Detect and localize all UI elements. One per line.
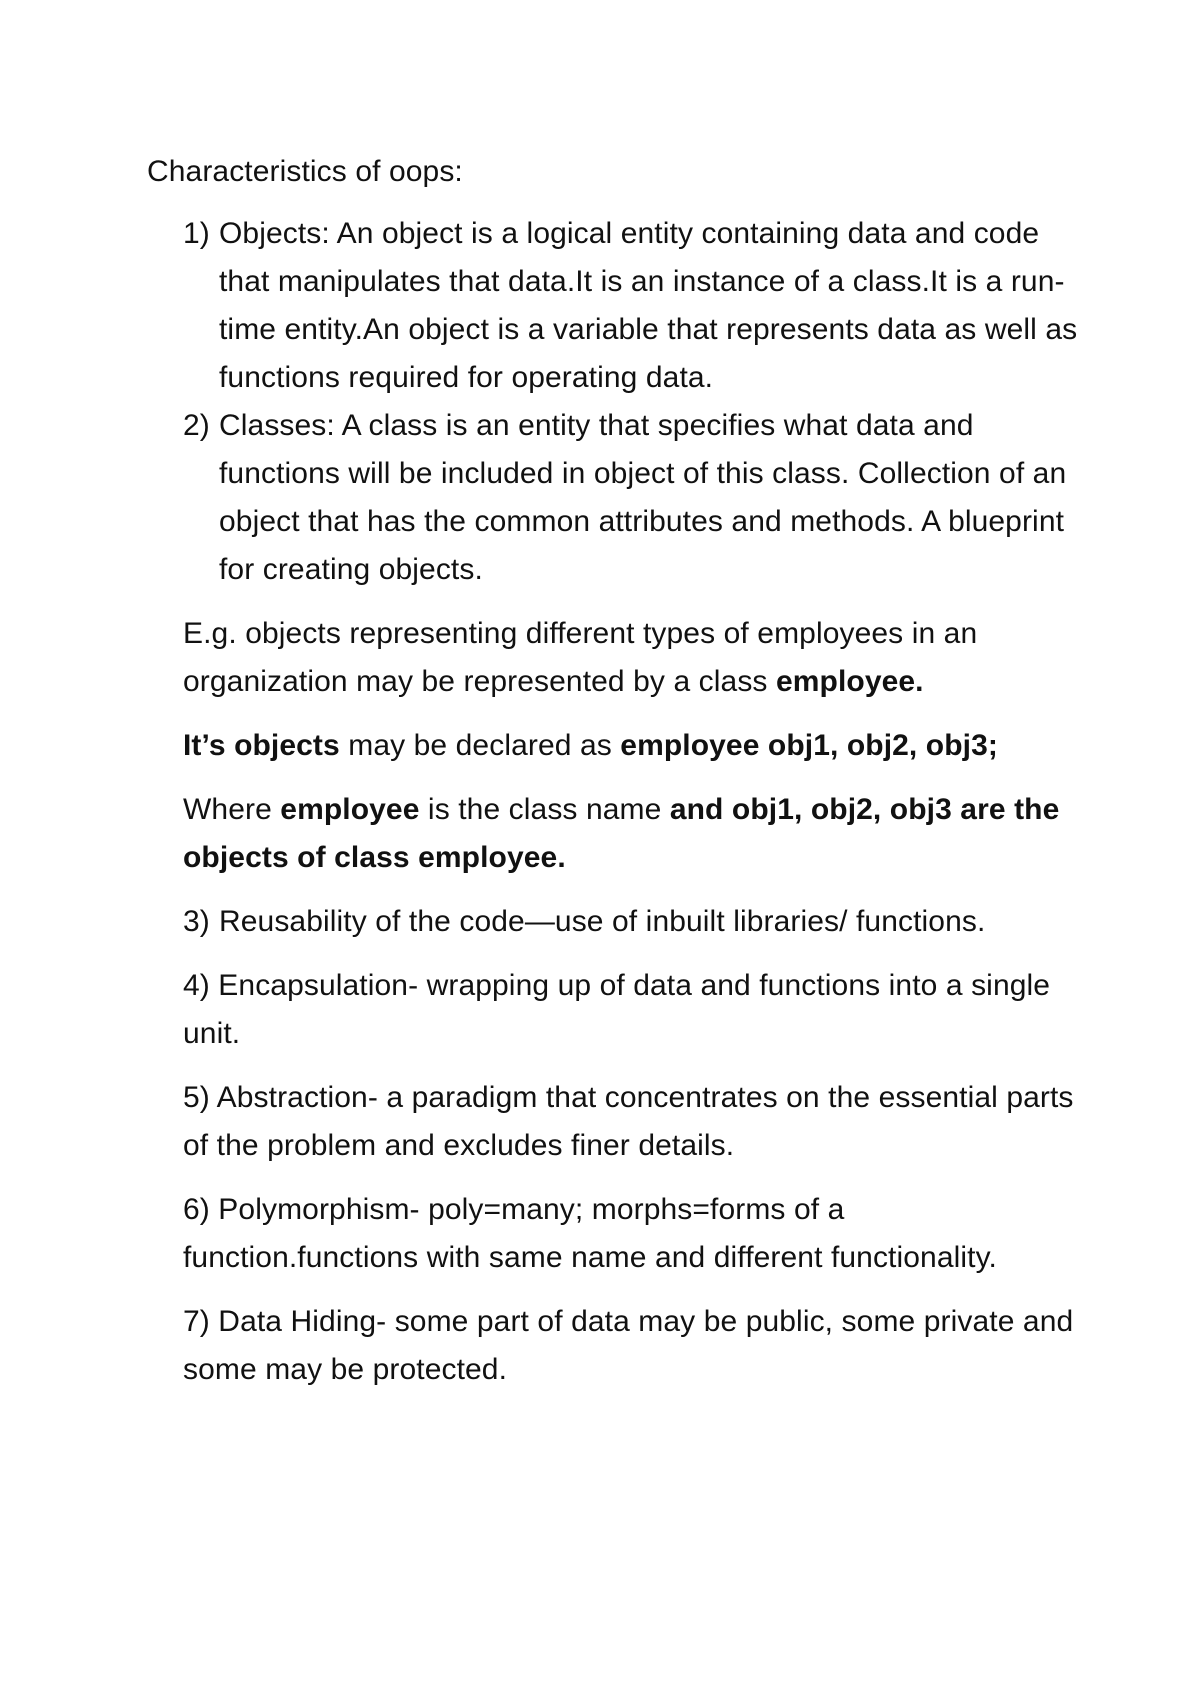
declare-bold-1: It’s objects (183, 729, 340, 762)
list-text: Reusability of the code—use of inbuilt libraries/ functions. (219, 905, 986, 938)
paragraph-polymorphism: 6) Polymorphism- poly=many; morphs=forms of a function.functions with same name and different functionality. (183, 1193, 997, 1274)
where-bold-2: and obj1, obj2, obj3 are the objects of class employee. (183, 793, 1060, 874)
example-bold: employee. (775, 665, 924, 698)
paragraph-abstraction: 5) Abstraction- a paradigm that concentrates on the essential parts of the problem and excludes finer details. (183, 1081, 1074, 1162)
list-text: Objects: An object is a logical entity containing data and code that manipulates that data.It is an instance of a class.It is a run-time entity.An object is a variable that represents data as well as functions required for operating data. (219, 217, 1078, 394)
paragraph-encapsulation: 4) Encapsulation- wrapping up of data and functions into a single unit. (183, 969, 1051, 1050)
document-body (147, 148, 1087, 1394)
example-paragraph (183, 610, 1087, 706)
list-number: 2) (183, 409, 210, 442)
paragraph-data-hiding: 7) Data Hiding- some part of data may be public, some private and some may be protected. (183, 1305, 1074, 1386)
list-number: 3) (183, 905, 210, 938)
where-bold-1: employee (280, 793, 420, 826)
where-text-2: is the class name (419, 793, 670, 826)
declare-paragraph (183, 722, 1087, 770)
list-item-objects (147, 210, 1087, 402)
declare-text: may be declared as (339, 729, 621, 762)
list-text: Classes: A class is an entity that specifies what data and functions will be included in object of this class. Collection of an object that has the common attributes and methods. A blueprint for creating objects. (219, 409, 1067, 586)
list-number: 1) (183, 217, 210, 250)
list-item-classes (147, 402, 1087, 594)
where-text-1: Where (183, 793, 281, 826)
declare-bold-2: employee obj1, obj2, obj3; (620, 729, 998, 762)
list-item-reusability (147, 898, 1087, 946)
page-title: Characteristics of oops: (147, 155, 463, 188)
example-text: E.g. objects representing different types of employees in an organization may be represented by a class (183, 617, 978, 698)
where-paragraph (183, 786, 1087, 882)
